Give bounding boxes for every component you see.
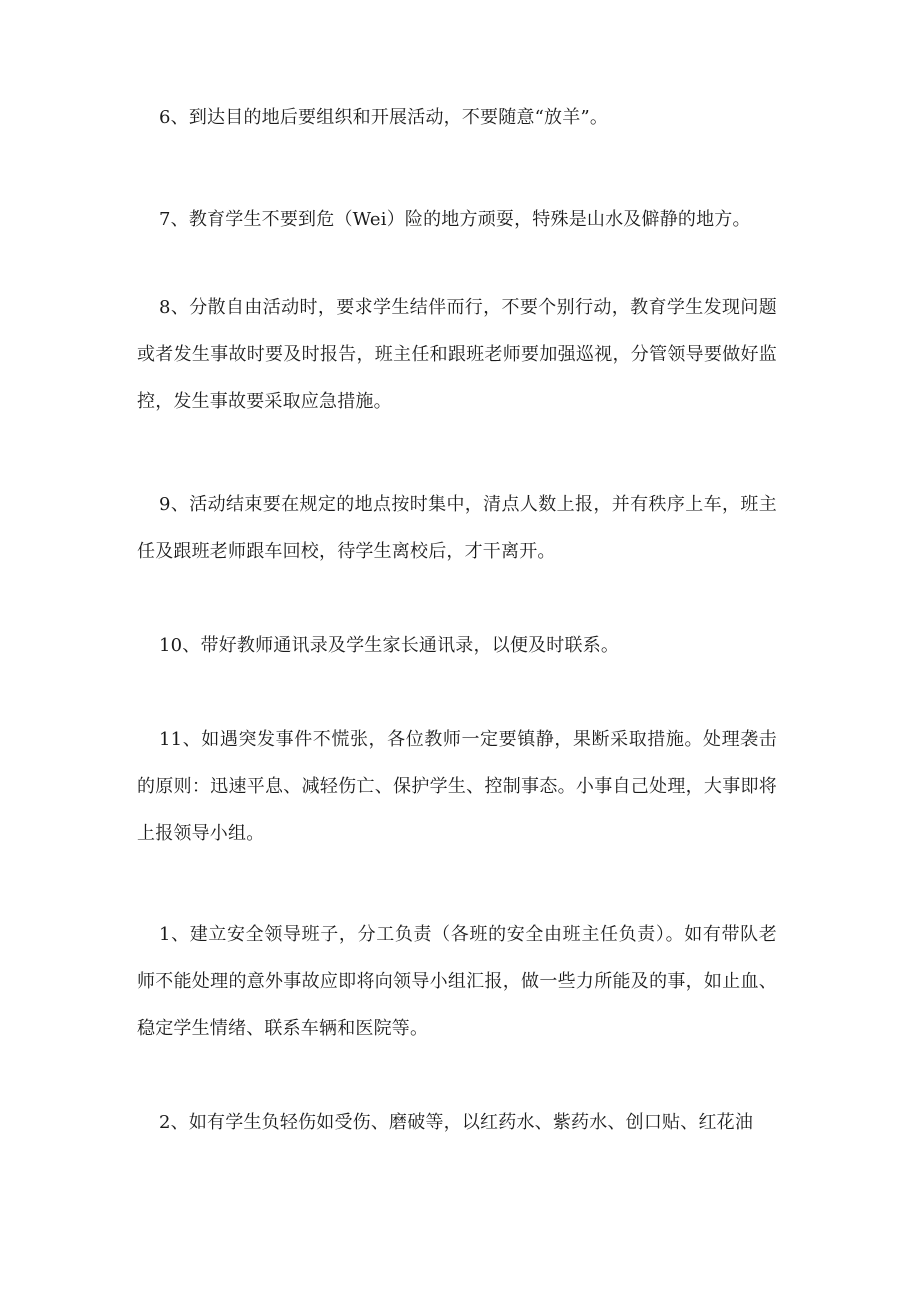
paragraph-item-10: 10、带好教师通讯录及学生家长通讯录，以便及时联系。 bbox=[159, 635, 620, 656]
paragraph-item-8: 8、分散自由活动时，要求学生结伴而行，不要个别行动，教育学生发现问题或者发生事故时要及时报告，班主任和跟班老师要加强巡视，分管领导要做好监控，发生事故要采取应急措施。 bbox=[137, 297, 777, 412]
paragraph-item-7: 7、教育学生不要到危（Wei）险的地方顽耍，特殊是山水及僻静的地方。 bbox=[159, 209, 751, 230]
paragraph-item-9: 9、活动结束要在规定的地点按时集中，清点人数上报，并有秩序上车，班主任及跟班老师跟车回校，待学生离校后，才干离开。 bbox=[137, 494, 777, 562]
paragraph-item-2: 2、如有学生负轻伤如受伤、磨破等，以红药水、紫药水、创口贴、红花油 bbox=[159, 1112, 754, 1133]
paragraph-item-6: 6、到达目的地后要组织和开展活动，不要随意“放羊”。 bbox=[159, 107, 609, 128]
paragraph-item-1: 1、建立安全领导班子，分工负责（各班的安全由班主任负责）。如有带队老师不能处理的意外事故应即将向领导小组汇报，做一些力所能及的事，如止血、稳定学生情绪、联系车辆和医院等。 bbox=[137, 924, 777, 1039]
paragraph-item-11: 11、如遇突发事件不慌张，各位教师一定要镇静，果断采取措施。处理袭击的原则：迅速平息、减轻伤亡、保护学生、控制事态。小事自己处理，大事即将上报领导小组。 bbox=[137, 729, 777, 844]
